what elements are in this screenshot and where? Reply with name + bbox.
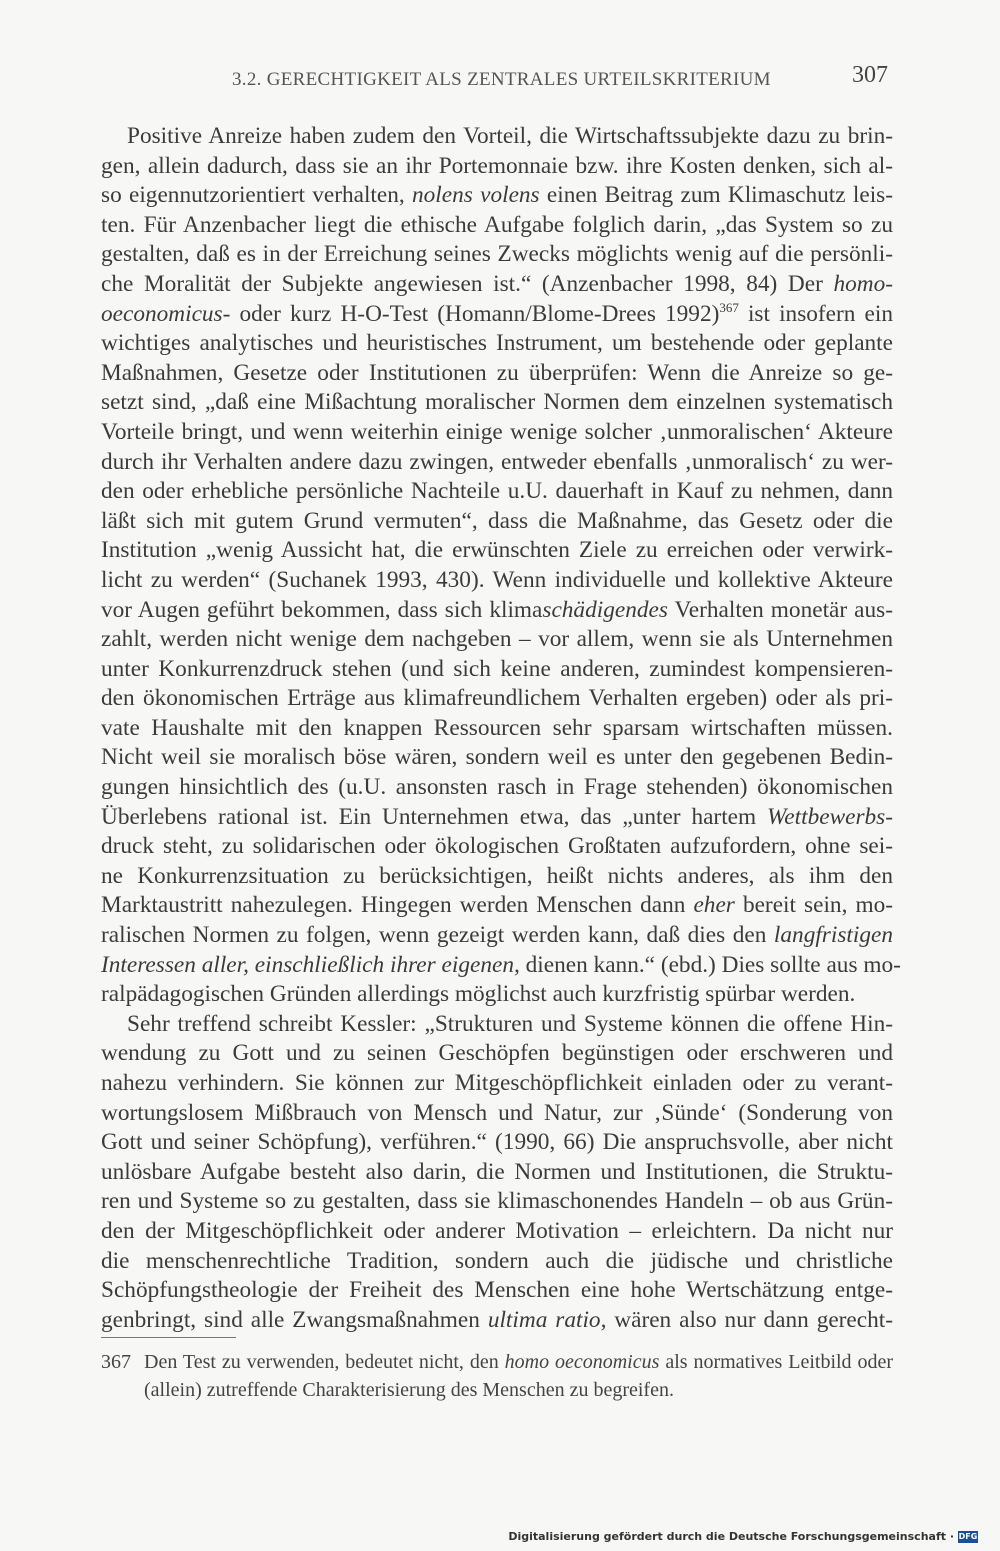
text-line <box>101 891 893 921</box>
text-run: die menschenrechtliche Tradition, sondern auch die jüdische und christliche <box>101 1247 893 1274</box>
footnote-number: 367 <box>101 1351 131 1373</box>
text-line <box>101 1217 893 1247</box>
text-run: setzt sind, „daß eine Mißachtung moralischer Normen dem einzelnen systematisch <box>101 389 893 416</box>
running-head <box>232 62 892 102</box>
text-run: Maßnahmen, Gesetze oder Institutionen zu überprüfen: Wenn die Anreize so ge- <box>101 359 893 386</box>
text-line <box>101 1039 893 1069</box>
italic-term: nolens volens <box>412 182 540 209</box>
text-line <box>101 655 893 685</box>
text-run: druck steht, zu solidarischen oder ökologischen Großtaten aufzufordern, ohne sei- <box>101 833 893 860</box>
text-line <box>101 181 893 211</box>
text-line <box>101 507 893 537</box>
italic-term: ultima ratio, <box>487 1306 607 1333</box>
text-run: wären also nur dann gerecht- <box>606 1306 893 1333</box>
text-line <box>101 980 893 1010</box>
text-line <box>101 1187 893 1217</box>
text-run: unter Konkurrenzdruck stehen (und sich keine anderen, zumindest kompensieren- <box>101 655 893 682</box>
text-run: (allein) zutreffende Charakterisierung des Menschen zu begreifen. <box>144 1379 674 1401</box>
text-run: einen Beitrag zum Klimaschutz leis- <box>539 182 894 209</box>
text-run: ren und Systeme so zu gestalten, dass sie klimaschonendes Handeln – ob aus Grün- <box>101 1188 893 1215</box>
text-run: Institution „wenig Aussicht hat, die erwünschten Ziele zu erreichen oder verwirk- <box>101 537 893 564</box>
text-run: gen, allein dadurch, dass sie an ihr Portemonnaie bzw. ihre Kosten denken, sich al- <box>101 152 893 179</box>
text-run: Den Test zu verwenden, bedeutet nicht, den <box>144 1351 505 1373</box>
text-line <box>101 803 893 833</box>
text-line <box>101 596 893 626</box>
text-run: licht zu werden“ (Suchanek 1993, 430). Wenn individuelle und kollektive Akteure <box>101 566 893 593</box>
text-line <box>101 477 893 507</box>
text-run: wichtiges analytisches und heuristisches Instrument, um bestehende oder geplante <box>101 330 893 357</box>
text-run: so eigennutzorientiert verhalten, <box>101 182 412 209</box>
text-line <box>101 743 893 773</box>
text-run: den der Mitgeschöpflichkeit oder anderer Motivation – erleichtern. Da nicht nur <box>101 1217 893 1244</box>
italic-term: Interessen aller, einschließlich ihrer eigenen, <box>101 951 520 978</box>
text-line <box>101 122 893 152</box>
text-run: Schöpfungstheologie der Freiheit des Menschen eine hohe Wertschätzung entge- <box>101 1277 893 1304</box>
text-run: ist insofern ein <box>738 300 893 327</box>
text-line <box>101 329 893 359</box>
text-line <box>101 1010 893 1040</box>
credit-text: Digitalisierung gefördert durch die Deutsche Forschungsgemeinschaft · <box>508 1530 954 1543</box>
text-run: Sehr treffend schreibt Kessler: „Strukturen und Systeme können die offene Hin- <box>127 1010 893 1037</box>
text-line <box>101 270 893 300</box>
text-run: ralpädagogischen Gründen allerdings möglichst auch kurzfristig spürbar werden. <box>101 981 856 1008</box>
footnote <box>101 1348 893 1404</box>
page-number: 307 <box>852 62 888 88</box>
text-run: bereit sein, mo- <box>734 892 893 919</box>
text-run: Vorteile bringt, und wenn weiterhin einige wenige solcher ‚unmoralischen‘ Akteure <box>101 418 893 445</box>
text-run: Nicht weil sie moralisch böse wären, sondern weil es unter den gegebenen Bedin- <box>101 744 893 771</box>
text-run: zahlt, werden nicht wenige dem nachgeben – vor allem, wenn sie als Unternehmen <box>101 626 893 653</box>
footnote-marker: 367 <box>719 299 739 315</box>
text-run: vate Haushalte mit den knappen Ressourcen sehr sparsam wirtschaften müssen. <box>101 714 893 741</box>
text-run: den oder erhebliche persönliche Nachteile u.U. dauerhaft in Kauf zu nehmen, dann <box>101 478 893 505</box>
body-text <box>101 122 901 1335</box>
text-run: als normatives Leitbild oder <box>659 1351 894 1373</box>
running-title: 3.2. GERECHTIGKEIT ALS ZENTRALES URTEILSKRITERIUM <box>232 69 771 90</box>
text-line <box>101 862 893 892</box>
text-line <box>101 1247 893 1277</box>
text-run: läßt sich mit gutem Grund vermuten“, dass die Maßnahme, das Gesetz oder die <box>101 507 893 534</box>
text-line <box>101 832 893 862</box>
text-line <box>101 1099 893 1129</box>
italic-term: oeconomicus- <box>101 300 231 327</box>
text-run: dienen kann.“ (ebd.) Dies sollte aus mo- <box>519 951 901 978</box>
text-run: Positive Anreize haben zudem den Vorteil, die Wirtschaftssubjekte dazu zu brin- <box>127 123 893 149</box>
text-run: Verhalten monetär aus- <box>667 596 893 623</box>
italic-term: Wettbewerbs- <box>767 803 893 830</box>
text-run: oder kurz H-O-Test (Homann/Blome-Drees 1992) <box>230 300 720 327</box>
text-run: gestalten, daß es in der Erreichung seines Zwecks möglichts wenig auf die persönli- <box>101 241 893 268</box>
text-run: vor Augen geführt bekommen, dass sich klima <box>101 596 543 623</box>
italic-term: schädigendes <box>542 596 668 623</box>
text-run: durch ihr Verhalten andere dazu zwingen, entweder ebenfalls ‚unmoralisch‘ zu wer- <box>101 448 893 475</box>
text-line <box>101 566 893 596</box>
italic-term: langfristigen <box>773 922 893 949</box>
text-run: Gott und seiner Schöpfung), verführen.“ (1990, 66) Die anspruchsvolle, aber nicht <box>101 1129 893 1156</box>
text-line <box>101 684 893 714</box>
text-line <box>101 388 893 418</box>
text-run: nahezu verhindern. Sie können zur Mitgeschöpflichkeit einladen oder zu verant- <box>101 1070 893 1096</box>
text-line <box>101 1306 893 1336</box>
text-line <box>101 240 893 270</box>
text-line <box>101 714 893 744</box>
text-line <box>101 951 901 981</box>
footnote-separator <box>101 1337 236 1338</box>
text-line <box>101 1276 893 1306</box>
text-run: gungen hinsichtlich des (u.U. ansonsten rasch in Frage stehenden) ökonomischen <box>101 774 893 801</box>
text-line <box>101 152 893 182</box>
text-line <box>101 1158 893 1188</box>
text-line <box>101 418 893 448</box>
text-line <box>101 448 893 478</box>
italic-term: homo- <box>833 270 893 297</box>
dfg-logo: DFG <box>958 1531 978 1541</box>
footnote-line <box>144 1348 893 1376</box>
text-run: den ökonomischen Erträge aus klimafreundlichem Verhalten ergeben) oder als pri- <box>101 685 893 712</box>
text-run: wortungslosem Mißbrauch von Mensch und Natur, zur ‚Sünde‘ (Sonderung von <box>101 1099 893 1126</box>
footnote-line <box>144 1376 893 1404</box>
text-line <box>101 773 893 803</box>
text-run: ne Konkurrenzsituation zu berücksichtigen, heißt nichts anderes, als ihm den <box>101 862 893 889</box>
digitization-credit <box>508 1530 978 1543</box>
italic-term: homo oeconomicus <box>504 1351 660 1373</box>
text-run: Marktaustritt nahezulegen. Hingegen werden Menschen dann <box>101 892 694 919</box>
text-run: Überlebens rational ist. Ein Unternehmen etwa, das „unter hartem <box>101 803 768 830</box>
text-line <box>101 921 893 951</box>
footnote-text <box>144 1348 893 1404</box>
text-run: che Moralität der Subjekte angewiesen ist.“ (Anzenbacher 1998, 84) Der <box>101 270 834 297</box>
text-line <box>101 211 893 241</box>
text-line <box>101 359 893 389</box>
text-run: unlösbare Aufgabe besteht also darin, die Normen und Institutionen, die Struktu- <box>101 1158 893 1185</box>
italic-term: eher <box>693 892 735 919</box>
text-line <box>101 1128 893 1158</box>
text-line <box>101 536 893 566</box>
text-line <box>101 625 893 655</box>
text-run: wendung zu Gott und zu seinen Geschöpfen begünstigen oder erschweren und <box>101 1040 893 1067</box>
text-line <box>101 300 893 330</box>
text-run: ten. Für Anzenbacher liegt die ethische Aufgabe folglich darin, „das System so zu <box>101 211 893 238</box>
text-run: ralischen Normen zu folgen, wenn gezeigt werden kann, daß dies den <box>101 922 774 949</box>
text-run: genbringt, sind alle Zwangsmaßnahmen <box>101 1306 488 1333</box>
text-line <box>101 1069 893 1099</box>
